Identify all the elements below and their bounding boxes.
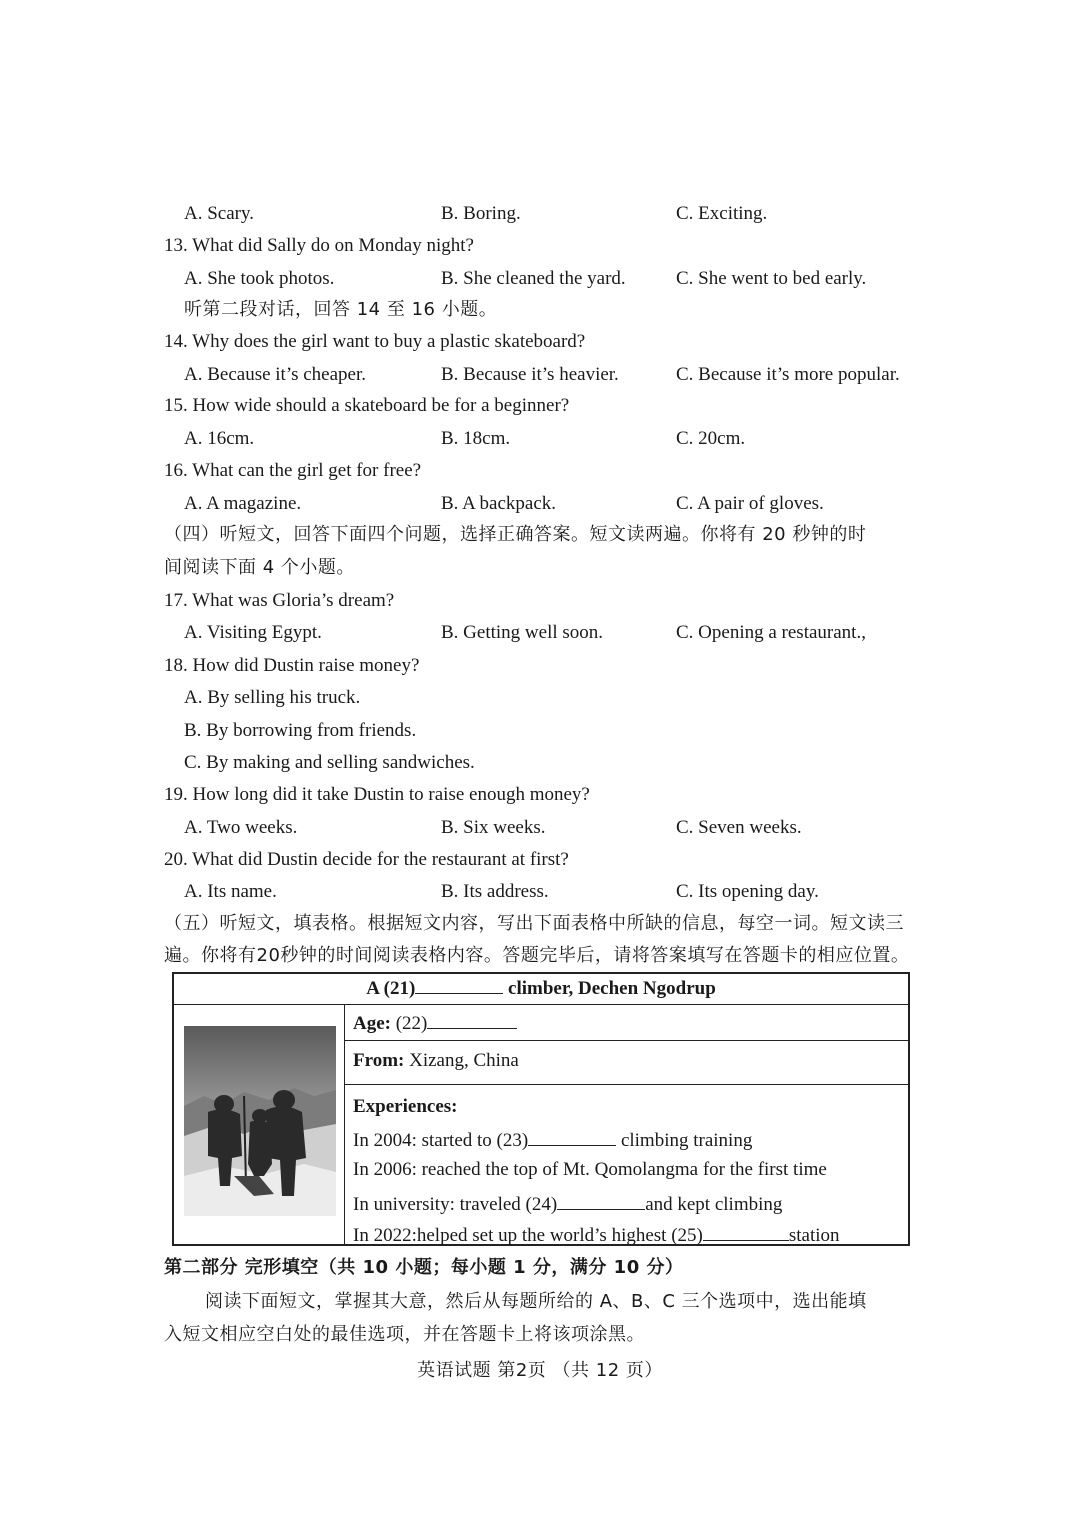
exp3-prefix: In university: traveled (24)	[353, 1194, 558, 1215]
q15-option-a: A. 16cm.	[184, 428, 255, 449]
experiences-label: Experiences:	[353, 1096, 458, 1117]
table-header	[174, 974, 908, 1005]
climbers-photo	[184, 1026, 336, 1216]
q16-option-c: C. A pair of gloves.	[676, 493, 824, 514]
q16-option-b: B. A backpack.	[441, 493, 557, 514]
q17-stem: 17. What was Gloria’s dream?	[164, 590, 395, 611]
exp1-suffix: climbing training	[616, 1130, 753, 1151]
part2-title: 第二部分 完形填空（共 10 小题；每小题 1 分，满分 10 分）	[164, 1257, 684, 1278]
q19-option-c: C. Seven weeks.	[676, 817, 802, 838]
q18-option-b: B. By borrowing from friends.	[184, 720, 417, 741]
q13-stem: 13. What did Sally do on Monday night?	[164, 235, 474, 256]
blank-21	[415, 975, 503, 994]
q19-option-a: A. Two weeks.	[184, 817, 298, 838]
q15-option-c: C. 20cm.	[676, 428, 746, 449]
part5-intro-line2: 遍。你将有20秒钟的时间阅读表格内容。答题完毕后，请将答案填写在答题卡的相应位置。	[164, 945, 910, 966]
part2-intro-line1: 阅读下面短文，掌握其大意，然后从每题所给的 A、B、C 三个选项中，选出能填	[205, 1291, 867, 1312]
q16-stem: 16. What can the girl get for free?	[164, 460, 422, 481]
info-table	[172, 972, 910, 1246]
q17-option-a: A. Visiting Egypt.	[184, 622, 322, 643]
exp1-prefix: In 2004: started to (23)	[353, 1130, 529, 1151]
part4-intro-line1: （四）听短文，回答下面四个问题，选择正确答案。短文读两遍。你将有 20 秒钟的时	[164, 524, 867, 545]
q14-option-c: C. Because it’s more popular.	[676, 364, 900, 385]
table-header-suffix: climber, Dechen Ngodrup	[503, 978, 716, 999]
section2-intro: 听第二段对话，回答 14 至 16 小题。	[184, 299, 498, 320]
part4-intro-line2: 间阅读下面 4 个小题。	[164, 557, 355, 578]
blank-25	[703, 1222, 789, 1241]
q20-stem: 20. What did Dustin decide for the restaurant at first?	[164, 849, 569, 870]
exp4-prefix: In 2022:helped set up the world’s highest (25)	[353, 1225, 703, 1246]
table-header-prefix: A (21)	[366, 978, 416, 999]
age-label: Age:	[353, 1013, 391, 1034]
q20-option-a: A. Its name.	[184, 881, 277, 902]
q20-option-c: C. Its opening day.	[676, 881, 819, 902]
page-footer: 英语试题 第2页 （共 12 页）	[417, 1360, 663, 1381]
blank-24	[557, 1191, 645, 1210]
q12-option-a: A. Scary.	[184, 203, 254, 224]
q14-option-a: A. Because it’s cheaper.	[184, 364, 367, 385]
q13-option-a: A. She took photos.	[184, 268, 335, 289]
q20-option-b: B. Its address.	[441, 881, 549, 902]
q12-option-c: C. Exciting.	[676, 203, 768, 224]
q18-option-a: A. By selling his truck.	[184, 687, 361, 708]
q15-option-b: B. 18cm.	[441, 428, 511, 449]
q17-option-b: B. Getting well soon.	[441, 622, 604, 643]
q14-stem: 14. Why does the girl want to buy a plastic skateboard?	[164, 331, 586, 352]
exp3-suffix: and kept climbing	[645, 1194, 783, 1215]
row-from	[345, 1040, 908, 1085]
blank-22	[427, 1010, 517, 1029]
q19-option-b: B. Six weeks.	[441, 817, 546, 838]
q14-option-b: B. Because it’s heavier.	[441, 364, 619, 385]
q16-option-a: A. A magazine.	[184, 493, 302, 514]
experience-2004	[353, 1127, 752, 1152]
from-label: From:	[353, 1050, 405, 1071]
experience-2006: In 2006: reached the top of Mt. Qomolangma for the first time	[353, 1159, 827, 1180]
q15-stem: 15. How wide should a skateboard be for a beginner?	[164, 395, 570, 416]
q17-option-c: C. Opening a restaurant.,	[676, 622, 866, 643]
q18-stem: 18. How did Dustin raise money?	[164, 655, 420, 676]
photo-cell	[174, 1004, 345, 1244]
part5-intro-line1: （五）听短文，填表格。根据短文内容，写出下面表格中所缺的信息，每空一词。短文读三	[164, 913, 904, 934]
exp4-suffix: station	[788, 1225, 840, 1246]
q12-option-b: B. Boring.	[441, 203, 521, 224]
q13-option-c: C. She went to bed early.	[676, 268, 867, 289]
row-experiences	[345, 1084, 908, 1244]
q18-option-c: C. By making and selling sandwiches.	[184, 752, 475, 773]
part2-intro-line2: 入短文相应空白处的最佳选项，并在答题卡上将该项涂黑。	[164, 1324, 645, 1345]
experience-university	[353, 1191, 782, 1216]
q13-option-b: B. She cleaned the yard.	[441, 268, 626, 289]
age-value: (22)	[390, 1013, 428, 1034]
row-age	[345, 1004, 908, 1041]
blank-23	[528, 1127, 616, 1146]
q19-stem: 19. How long did it take Dustin to raise enough money?	[164, 784, 590, 805]
experience-2022	[353, 1222, 840, 1247]
from-value: Xizang, China	[404, 1050, 519, 1071]
